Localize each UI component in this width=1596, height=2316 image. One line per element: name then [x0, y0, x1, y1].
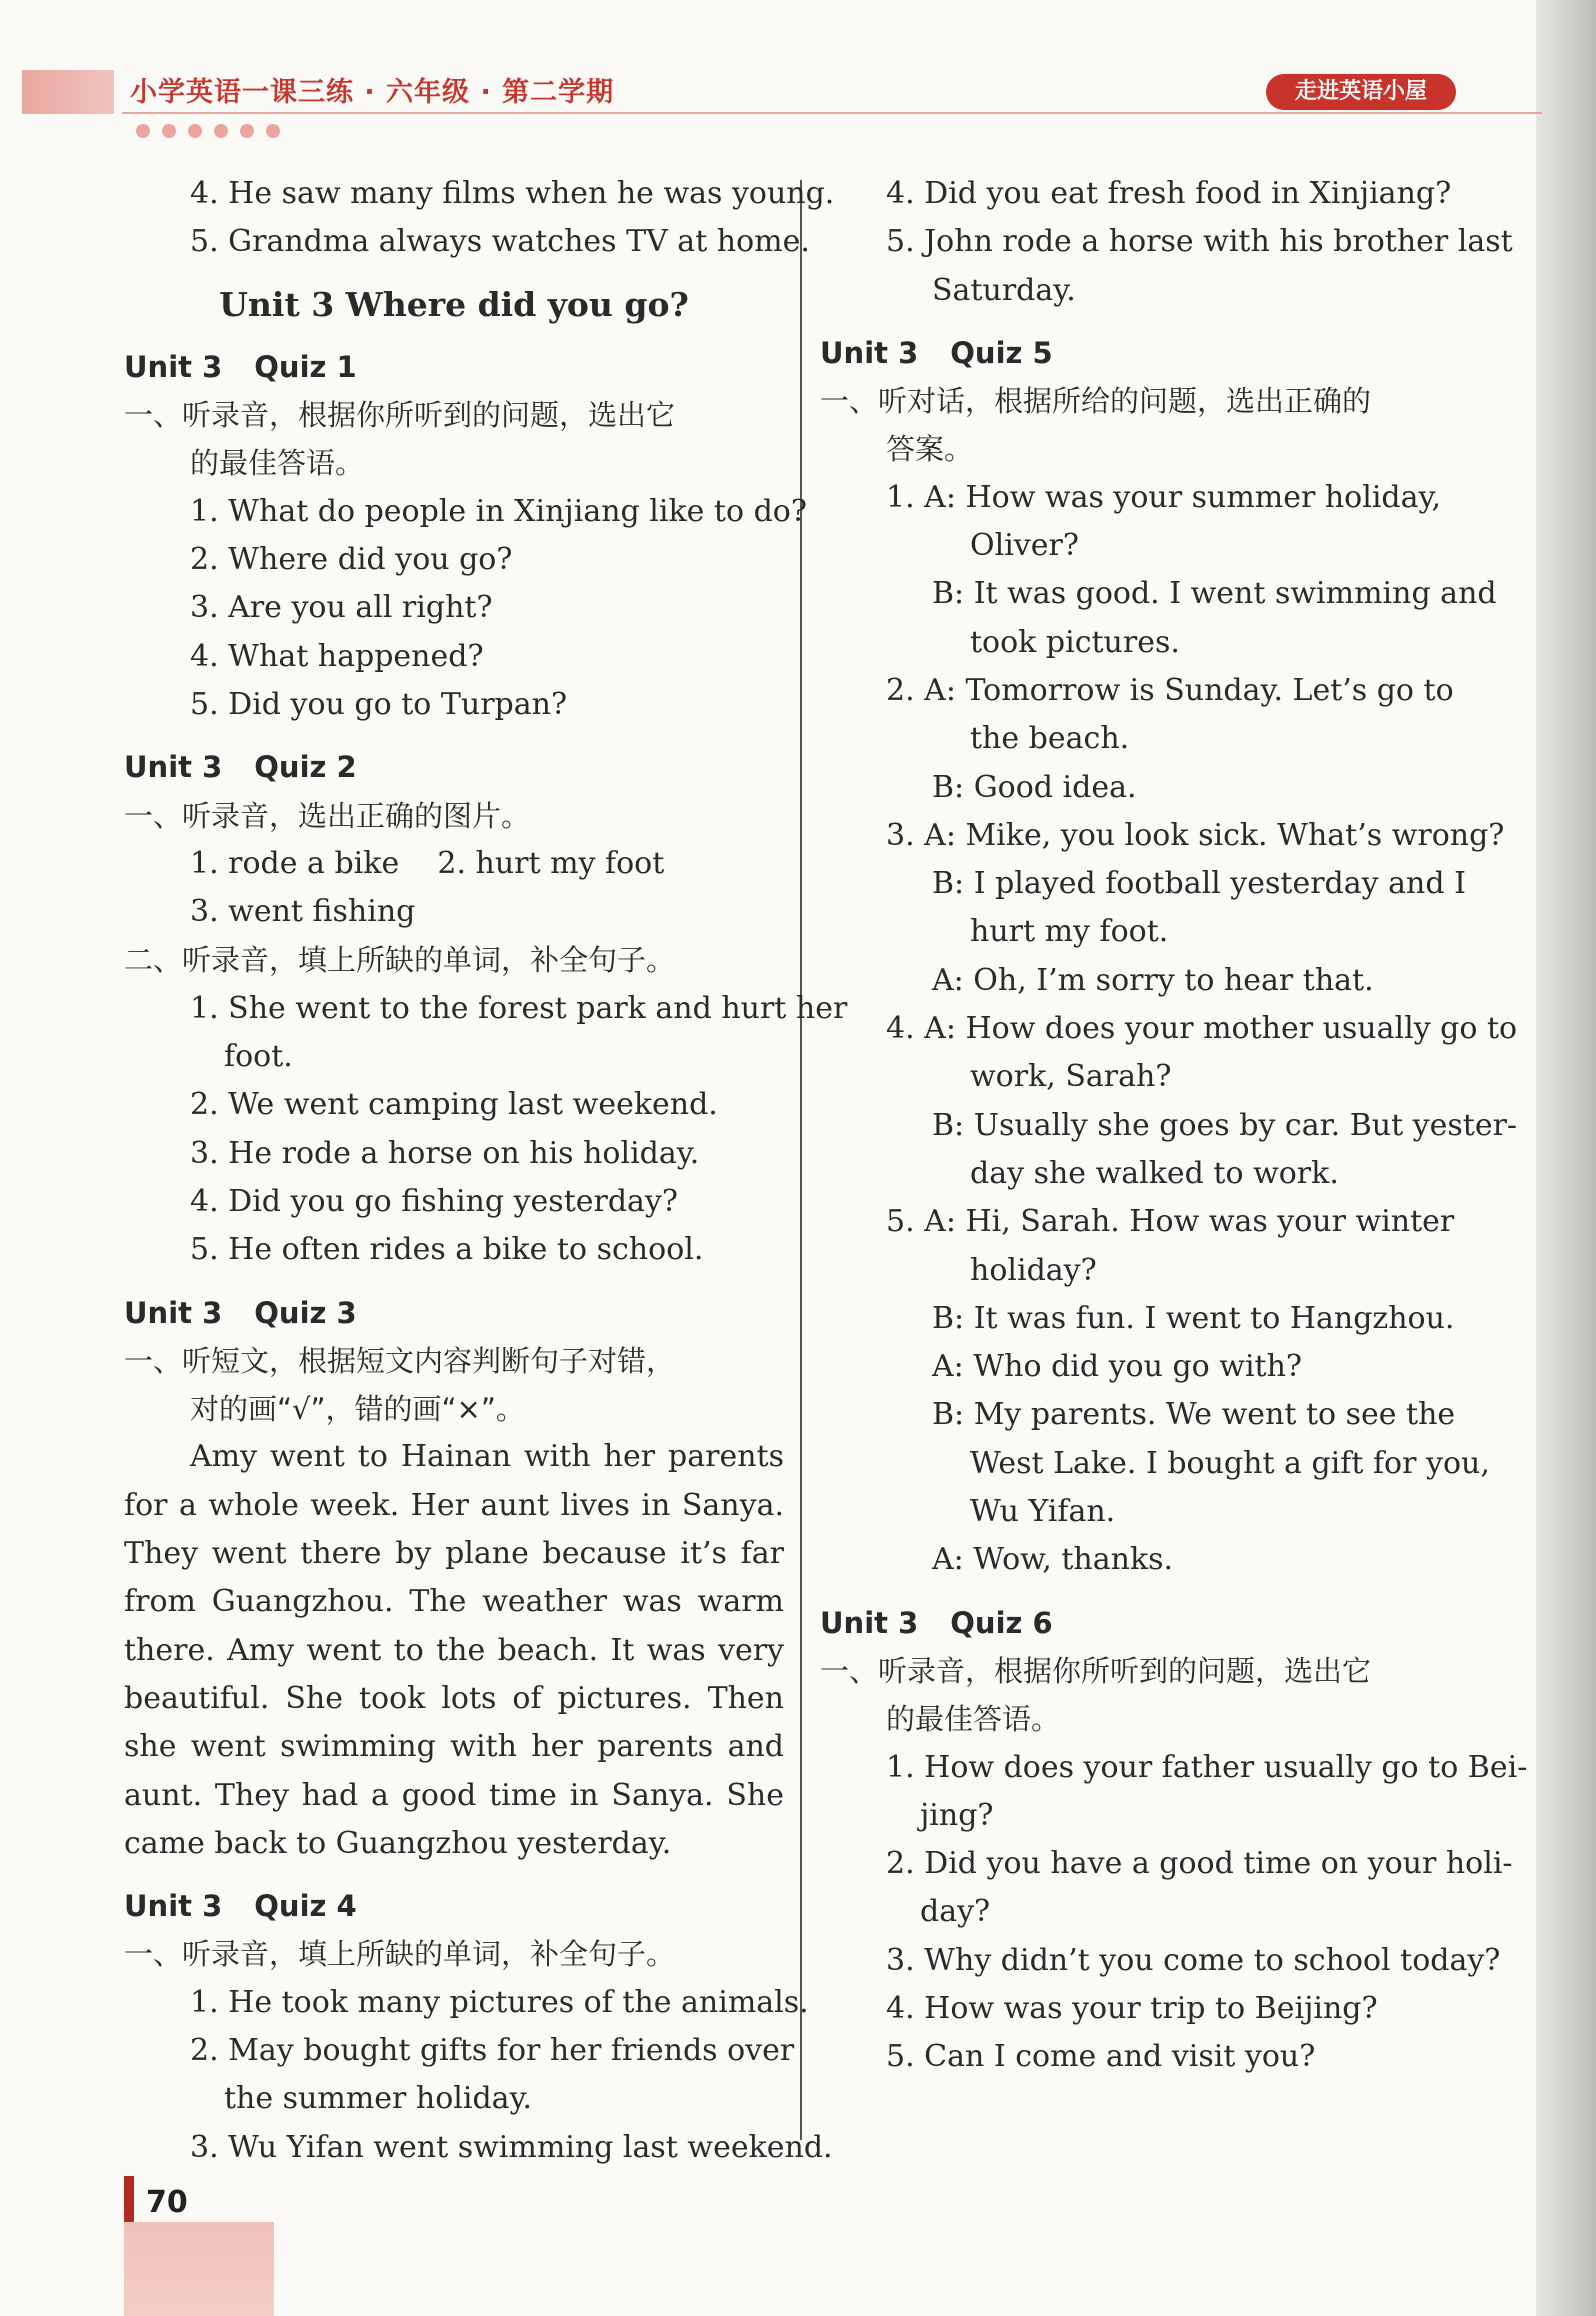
quiz-title: [124, 343, 784, 391]
list-item: foot.: [224, 1039, 293, 1075]
quiz-label: Quiz 2: [254, 750, 357, 785]
quiz-title: [820, 329, 1470, 377]
right-column: [820, 170, 1528, 2082]
dialogue-line: A: Oh, I’m sorry to hear that.: [932, 962, 1374, 998]
list-item: 2. Did you have a good time on your holi-: [886, 1846, 1513, 1882]
dialogue-line: 5. A: Hi, Sarah. How was your winter: [886, 1204, 1455, 1240]
dot-icon: [266, 124, 280, 138]
quiz-title: [124, 1289, 784, 1337]
dialogue-line: B: It was good. I went swimming and: [932, 576, 1497, 612]
footer-color-block: [124, 2222, 274, 2316]
dialogue-line: Oliver?: [970, 528, 1079, 564]
dialogue-line: B: My parents. We went to see the: [932, 1397, 1456, 1433]
quiz-unit: Unit 3: [124, 1889, 223, 1924]
section-heading: 答案。: [886, 432, 974, 467]
list-item: 3. went fishing: [190, 894, 416, 930]
section-heading: 对的画“√”，错的画“×”。: [190, 1392, 525, 1427]
dialogue-line: B: It was fun. I went to Hangzhou.: [932, 1300, 1455, 1336]
section-heading: 一、听短文，根据短文内容判断句子对错，: [124, 1343, 676, 1378]
list-item: 3. Are you all right?: [190, 590, 493, 626]
quiz-unit: Unit 3: [820, 335, 919, 370]
dialogue-line: 1. A: How was your summer holiday,: [886, 479, 1442, 515]
dot-icon: [162, 124, 176, 138]
dialogue-line: hurt my foot.: [970, 914, 1169, 950]
list-item: 1. He took many pictures of the animals.: [190, 1984, 809, 2020]
quiz-label: Quiz 3: [254, 1295, 357, 1330]
list-item: 3. He rode a horse on his holiday.: [190, 1135, 700, 1171]
dialogue-line: A: Who did you go with?: [932, 1349, 1303, 1385]
list-item: 3. Why didn’t you come to school today?: [886, 1942, 1501, 1978]
list-item: 4. Did you go fishing yesterday?: [190, 1183, 678, 1219]
section-heading: 一、听录音，根据你所听到的问题，选出它: [124, 398, 676, 433]
line: Saturday.: [932, 272, 1076, 308]
dialogue-line: A: Wow, thanks.: [932, 1542, 1174, 1578]
dialogue-line: B: Good idea.: [932, 769, 1137, 805]
list-item: 1. She went to the forest park and hurt her: [190, 990, 848, 1026]
section-heading: 一、听录音，根据你所听到的问题，选出它: [820, 1653, 1372, 1688]
section-heading: 的最佳答语。: [190, 446, 365, 481]
line: 4. Did you eat fresh food in Xinjiang?: [886, 176, 1452, 211]
dialogue-line: the beach.: [970, 721, 1130, 757]
list-item: 1. What do people in Xinjiang like to do?: [190, 493, 807, 529]
left-column: [124, 170, 848, 2172]
page-number: 70: [146, 2185, 188, 2220]
dialogue-line: holiday?: [970, 1252, 1097, 1288]
dialogue-line: 3. A: Mike, you look sick. What’s wrong?: [886, 817, 1505, 853]
column-divider: [800, 180, 802, 2140]
page-edge-shadow: [1536, 0, 1596, 2316]
list-item: 4. What happened?: [190, 638, 484, 674]
list-item: 5. Can I come and visit you?: [886, 2039, 1316, 2075]
page-number-bar: [124, 2176, 134, 2222]
header-color-block: [22, 70, 114, 114]
section-heading: 的最佳答语。: [886, 1702, 1061, 1737]
list-item: 5. Did you go to Turpan?: [190, 686, 568, 722]
dot-icon: [188, 124, 202, 138]
dot-icon: [214, 124, 228, 138]
quiz-unit: Unit 3: [124, 750, 223, 785]
header-title: 小学英语一课三练 · 六年级 · 第二学期: [130, 77, 615, 108]
list-item: 4. How was your trip to Beijing?: [886, 1990, 1378, 2026]
dialogue-line: B: I played football yesterday and I: [932, 866, 1466, 902]
quiz-unit: Unit 3: [124, 349, 223, 384]
quiz-unit: Unit 3: [124, 1295, 223, 1330]
section-heading: 一、听录音，填上所缺的单词，补全句子。: [124, 1937, 676, 1972]
passage: Amy went to Hainan with her parents for a whole week. Her aunt lives in Sanya. They went there by plane because it’s far from Guangzhou. The weather was warm there. Amy went to the beach. It was very beautiful. She took lots of pictures. Then she went swimming with her parents and aunt. They had a good time in Sanya. She came back to Guangzhou yesterday.: [124, 1439, 784, 1861]
list-item: the summer holiday.: [224, 2081, 533, 2117]
dialogue-line: work, Sarah?: [970, 1059, 1172, 1095]
header-badge: 走进英语小屋: [1266, 74, 1456, 110]
dialogue-line: 4. A: How does your mother usually go to: [886, 1011, 1518, 1047]
quiz-label: Quiz 1: [254, 349, 357, 384]
dot-icon: [240, 124, 254, 138]
unit-title: Unit 3 Where did you go?: [219, 284, 689, 324]
list-item: 5. He often rides a bike to school.: [190, 1232, 704, 1268]
dialogue-line: B: Usually she goes by car. But yester-: [932, 1107, 1518, 1143]
list-item: 1. How does your father usually go to Bei-: [886, 1749, 1528, 1785]
dialogue-line: West Lake. I bought a gift for you,: [970, 1445, 1490, 1481]
dot-icon: [136, 124, 150, 138]
quiz-title: [124, 743, 784, 791]
list-item: 2. Where did you go?: [190, 542, 513, 578]
list-item: jing?: [920, 1797, 994, 1833]
line: 4. He saw many films when he was young.: [190, 176, 835, 211]
list-item: 2. We went camping last weekend.: [190, 1087, 718, 1123]
section-heading: 一、听对话，根据所给的问题，选出正确的: [820, 384, 1372, 419]
section-heading: 一、听录音，选出正确的图片。: [124, 798, 531, 833]
quiz-unit: Unit 3: [820, 1605, 919, 1640]
line: 5. Grandma always watches TV at home.: [190, 224, 810, 260]
quiz-title: [124, 1882, 784, 1930]
quiz-label: Quiz 5: [950, 335, 1053, 370]
line: 5. John rode a horse with his brother last: [886, 224, 1513, 260]
header-dots: [136, 124, 280, 138]
dialogue-line: day she walked to work.: [970, 1155, 1339, 1191]
list-item: 1. rode a bike 2. hurt my foot: [190, 845, 665, 881]
quiz-label: Quiz 6: [950, 1605, 1053, 1640]
dialogue-line: 2. A: Tomorrow is Sunday. Let’s go to: [886, 672, 1454, 708]
list-item: 2. May bought gifts for her friends over: [190, 2032, 795, 2068]
dialogue-line: took pictures.: [970, 624, 1180, 660]
list-item: 3. Wu Yifan went swimming last weekend.: [190, 2129, 833, 2165]
section-heading: 二、听录音，填上所缺的单词，补全句子。: [124, 943, 676, 978]
list-item: day?: [920, 1894, 991, 1930]
quiz-label: Quiz 4: [254, 1889, 357, 1924]
dialogue-line: Wu Yifan.: [970, 1494, 1116, 1530]
header-rule: [122, 112, 1542, 114]
quiz-title: [820, 1599, 1470, 1647]
